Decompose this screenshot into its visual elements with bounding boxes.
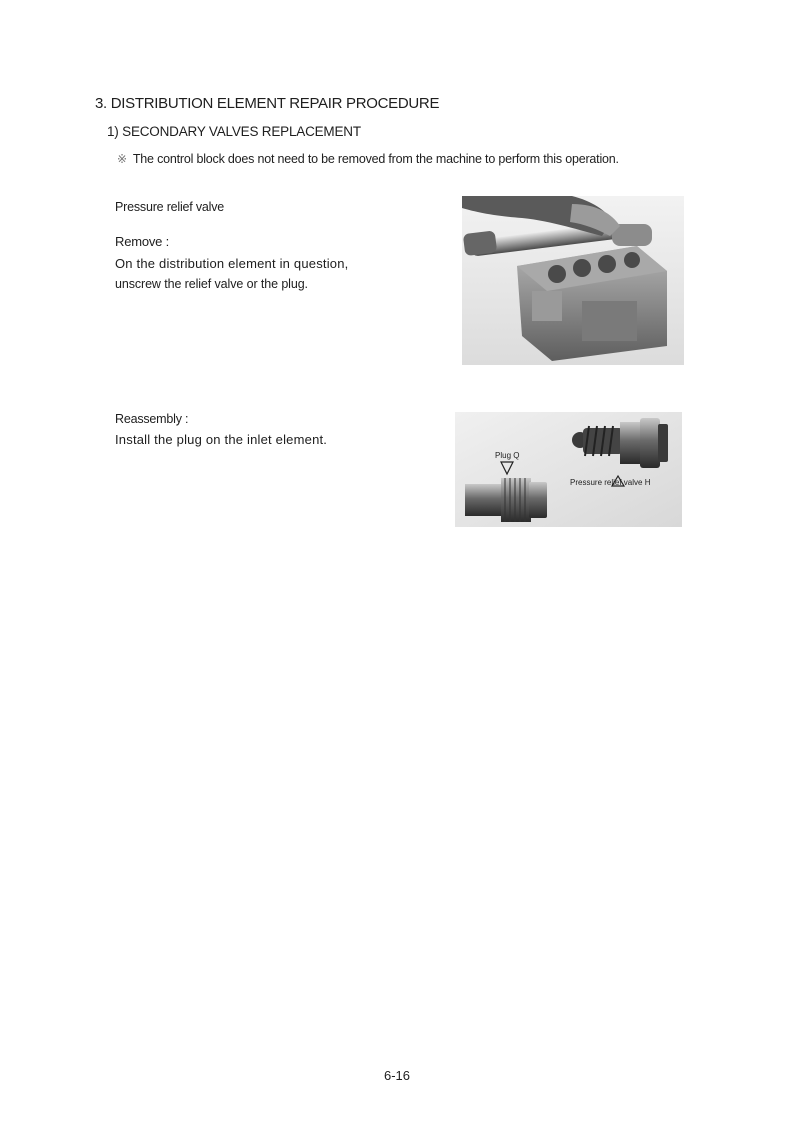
reassembly-text: Install the plug on the inlet element. (115, 432, 328, 447)
note (117, 152, 619, 166)
plug-and-valve-illustration (455, 412, 682, 527)
relief-valve-removal-photo (462, 196, 684, 365)
pressure-relief-title: Pressure relief valve (115, 200, 225, 214)
pressure-relief-valve-label: Pressure relief valve H (570, 478, 651, 487)
page-number: 6-16 (383, 1068, 411, 1083)
subsection-heading: 1) SECONDARY VALVES REPLACEMENT (107, 124, 361, 139)
note-mark: ※ (117, 152, 127, 166)
remove-line-2: unscrew the relief valve or the plug. (115, 277, 308, 291)
remove-label: Remove : (115, 234, 170, 249)
reassembly-label: Reassembly : (115, 412, 189, 426)
remove-line-1: On the distribution element in question, (115, 256, 349, 271)
section-heading: 3. DISTRIBUTION ELEMENT REPAIR PROCEDURE (95, 95, 440, 112)
control-block-illustration (462, 196, 684, 365)
remove-instructions (115, 254, 348, 294)
plug-q-label: Plug Q (495, 451, 520, 460)
note-text: The control block does not need to be removed from the machine to perform this operation. (132, 152, 619, 166)
plug-and-valve-photo (455, 412, 682, 527)
